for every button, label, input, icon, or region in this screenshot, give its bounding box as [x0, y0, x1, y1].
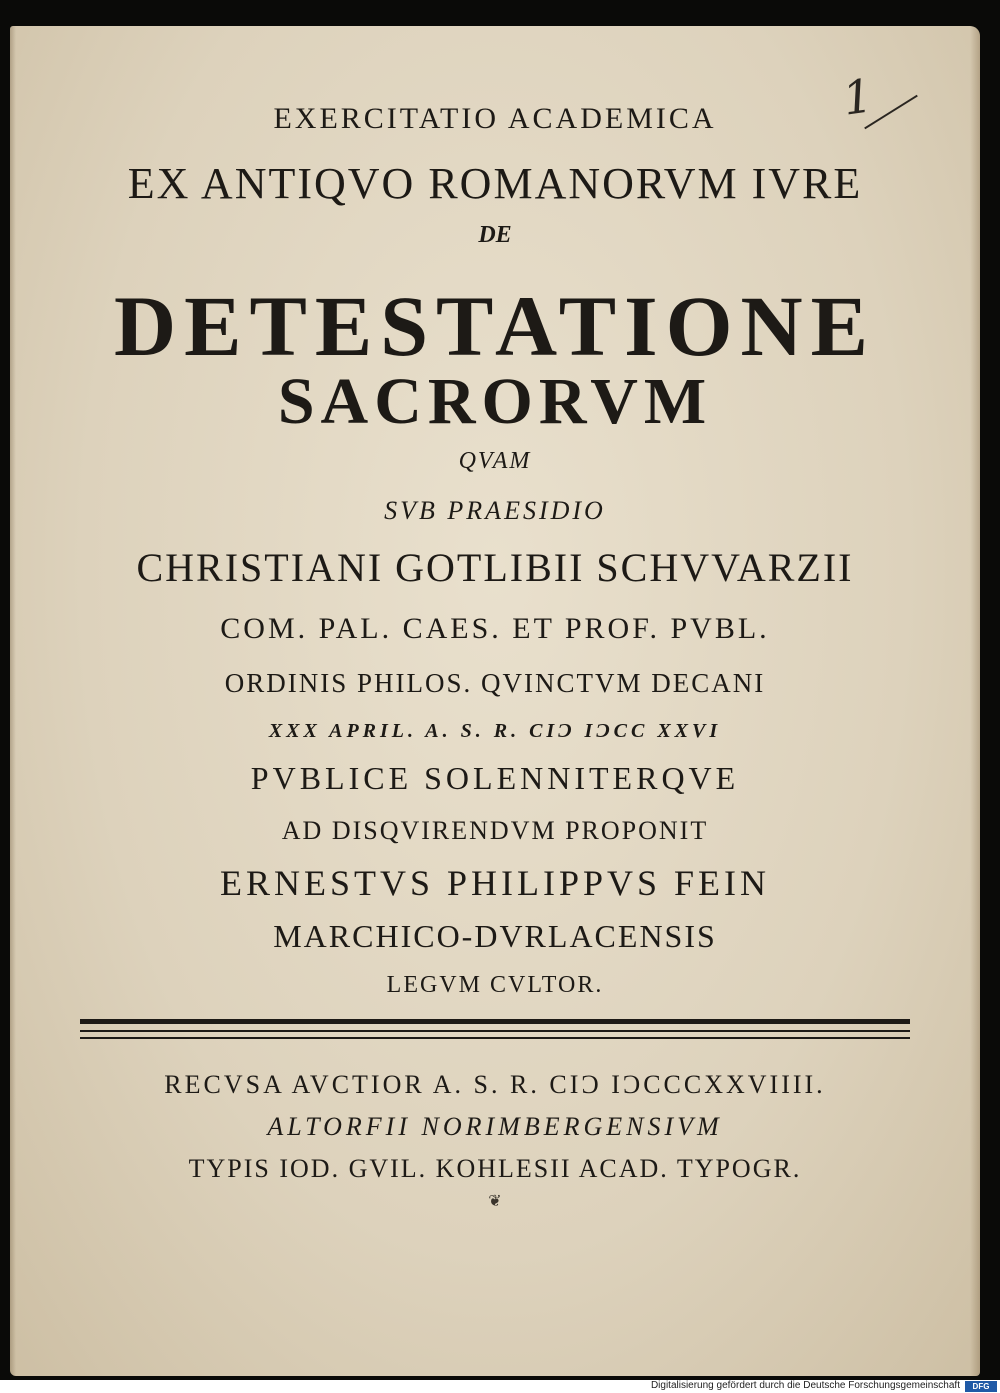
- origin-line: MARCHICO-DVRLACENSIS: [273, 918, 717, 954]
- heading-line-1: EXERCITATIO ACADEMICA: [273, 102, 717, 135]
- main-title-2: SACRORVM: [277, 365, 713, 438]
- printer-ornament: ❦: [488, 1193, 502, 1210]
- date-line: XXX APRIL. A. S. R. CIƆ IƆCC XXVI: [268, 720, 722, 742]
- heading-line-2: EX ANTIQVO ROMANORVM IVRE: [127, 159, 863, 208]
- praesidio-line: SVB PRAESIDIO: [384, 496, 606, 525]
- quam-line: QVAM: [458, 448, 532, 474]
- main-title-1: DETESTATIONE: [114, 278, 876, 374]
- rule-thin-1: [80, 1030, 910, 1032]
- rule-thin-2: [80, 1037, 910, 1039]
- publice-line: PVBLICE SOLENNITERQVE: [250, 760, 740, 796]
- imprint-place: ALTORFII NORIMBERGENSIVM: [267, 1112, 723, 1141]
- praeses-title: COM. PAL. CAES. ET PROF. PVBL.: [220, 612, 770, 645]
- respondens-name: ERNESTVS PHILIPPVS FEIN: [219, 863, 771, 903]
- dfg-logo: DFG: [965, 1381, 997, 1392]
- proponit-line: AD DISQVIRENDVM PROPONIT: [281, 816, 709, 845]
- shelfmark: 1: [839, 68, 876, 126]
- title-page: [10, 26, 980, 1376]
- praeses-name: CHRISTIANI GOTLIBII SCHVVARZII: [136, 545, 854, 590]
- imprint-recusa: RECVSA AVCTIOR A. S. R. CIƆ IƆCCCXXVIIII.: [164, 1070, 826, 1099]
- footer-credit: Digitalisierung gefördert durch die Deutsche Forschungsgemeinschaft: [650, 1380, 960, 1391]
- decanus-line: ORDINIS PHILOS. QVINCTVM DECANI: [224, 668, 766, 698]
- footer-bar: [0, 1380, 1000, 1393]
- heading-de: DE: [478, 222, 512, 248]
- rule-thick: [80, 1019, 910, 1024]
- legum-line: LEGVM CVLTOR.: [386, 972, 604, 998]
- imprint-printer: TYPIS IOD. GVIL. KOHLESII ACAD. TYPOGR.: [188, 1154, 802, 1183]
